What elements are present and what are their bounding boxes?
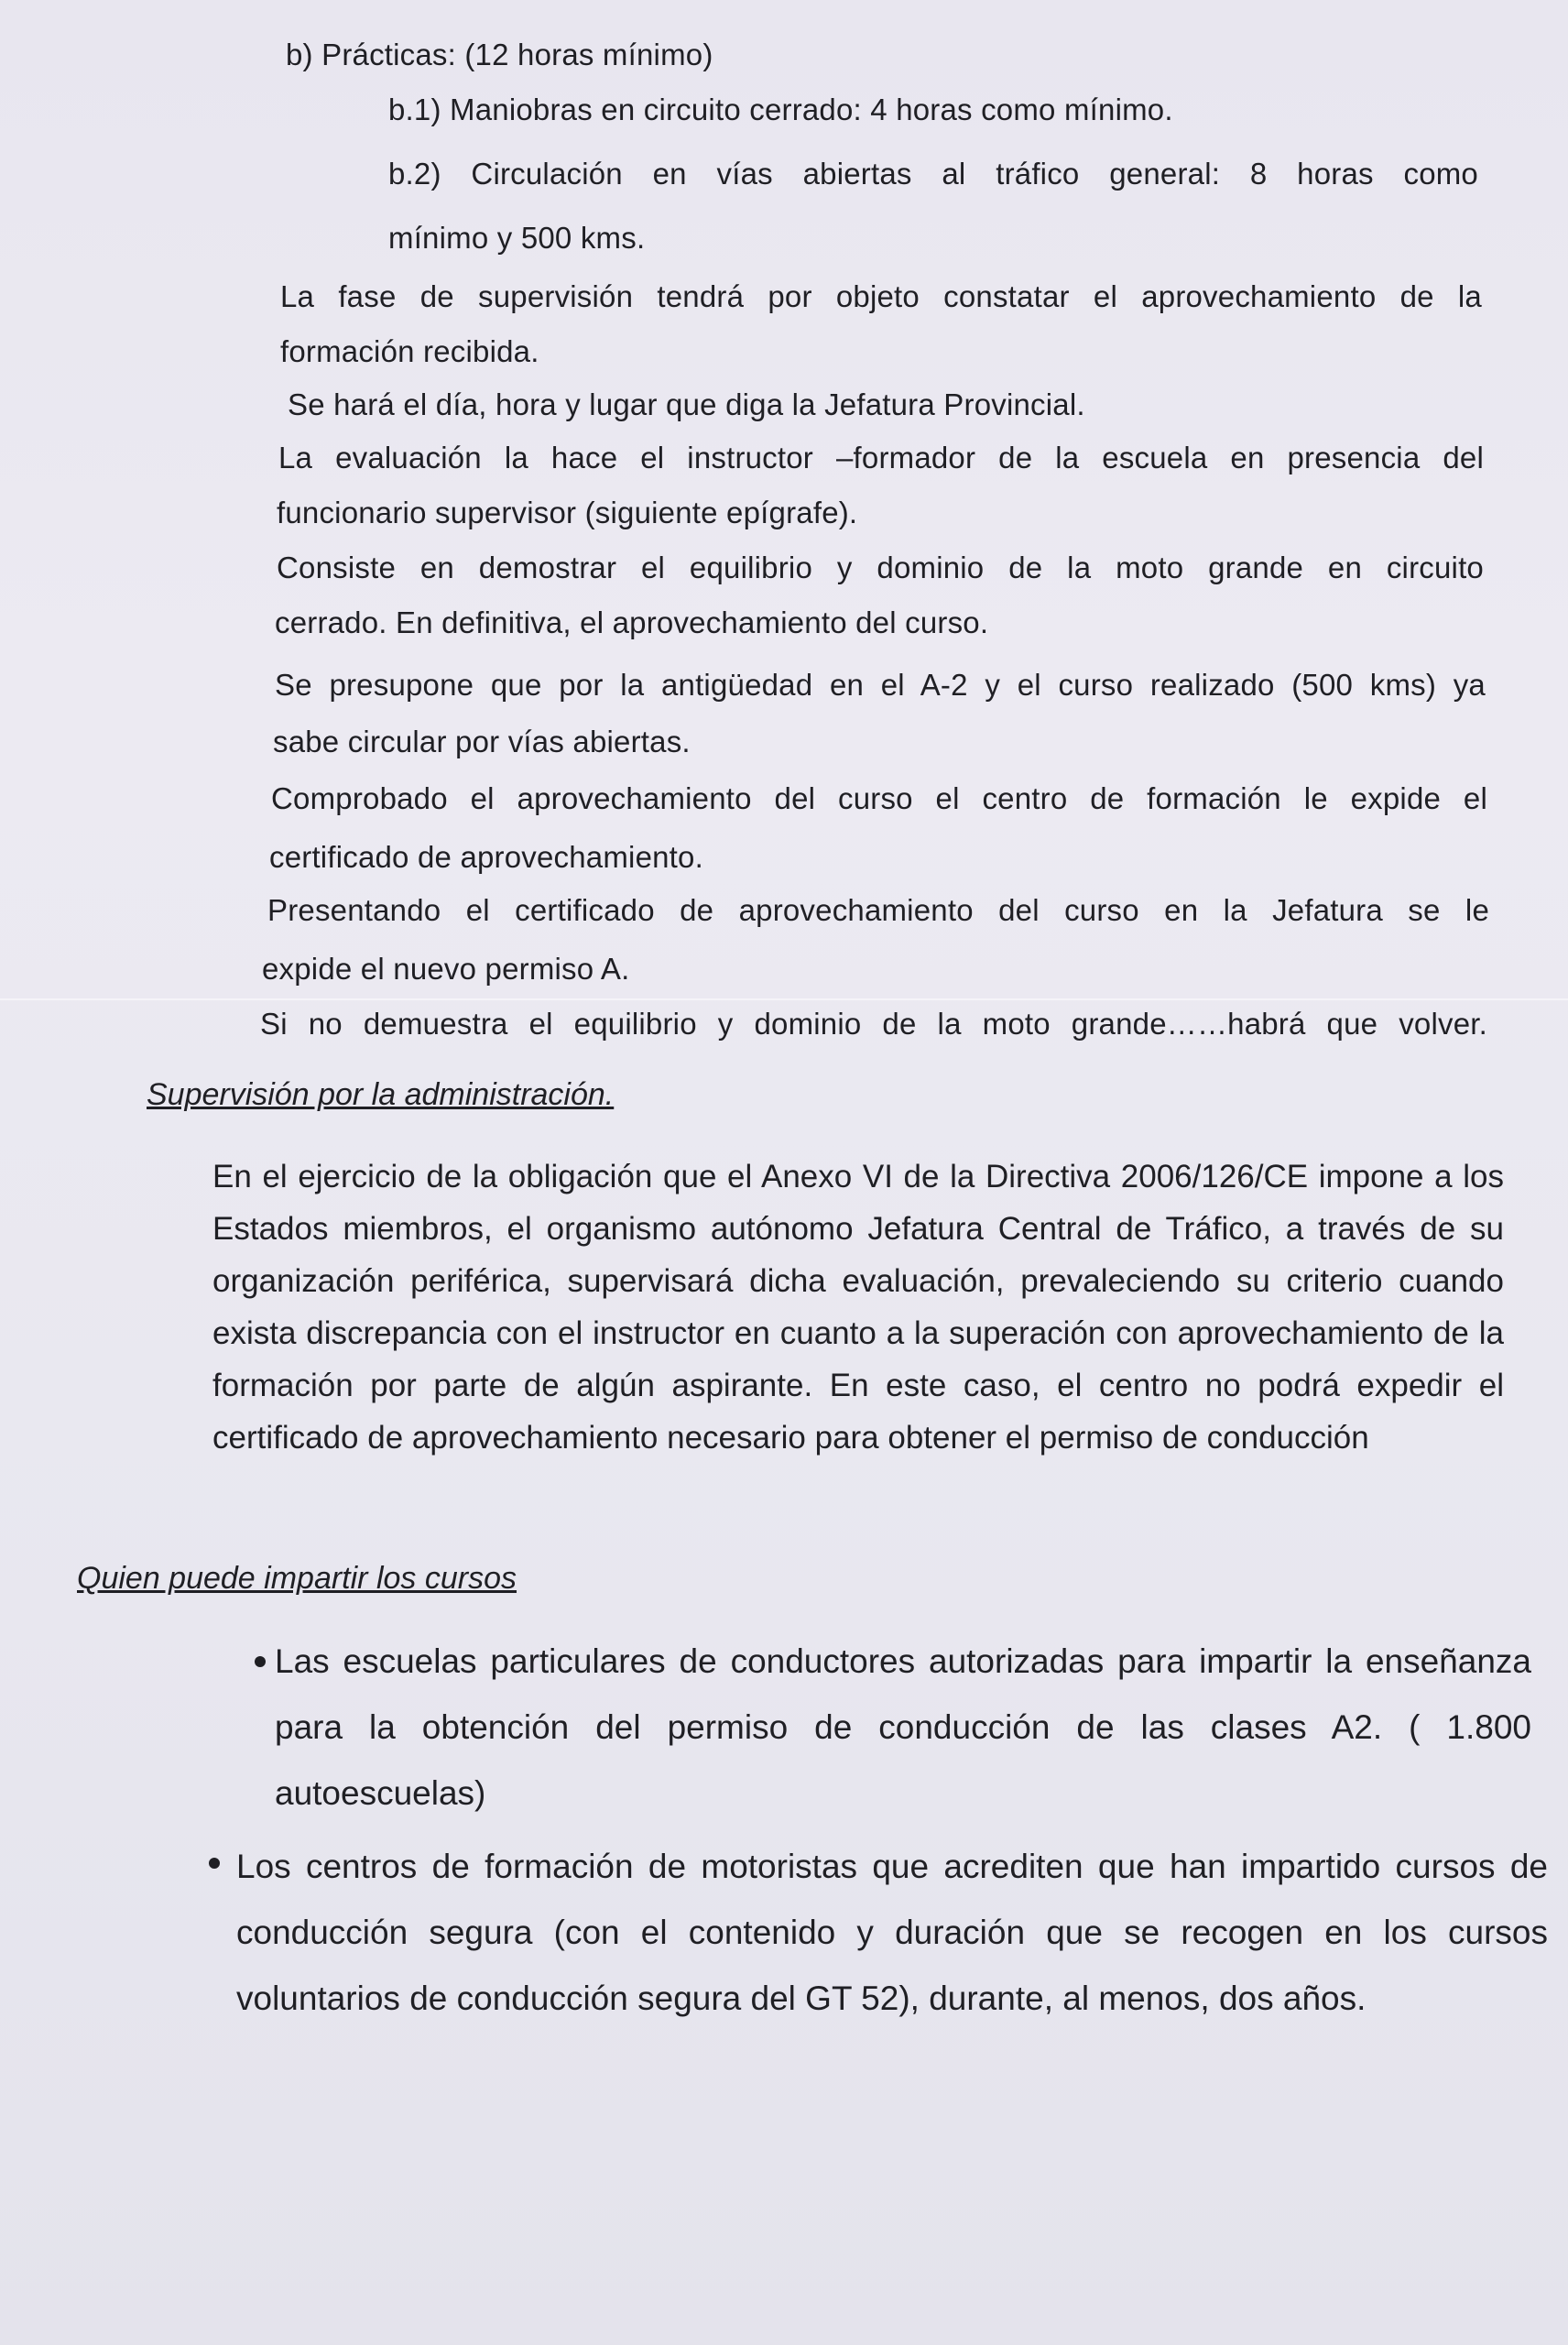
quien-heading: Quien puede impartir los cursos	[77, 1561, 517, 1596]
bullet-dot-icon	[209, 1858, 220, 1869]
presentando-line-1: Presentando el certificado de aprovechamiento del curso en la Jefatura se le	[267, 893, 1489, 927]
supervision-phase-line-2: formación recibida.	[280, 334, 539, 368]
hara-line: Se hará el día, hora y lugar que diga la Jefatura Provincial.	[288, 387, 1085, 421]
consiste-line-2: cerrado. En definitiva, el aprovechamiento del curso.	[275, 605, 989, 639]
paper-fold-line	[0, 998, 1568, 1000]
presupone-line-1: Se presupone que por la antigüedad en el A-2 y el curso realizado (500 kms) ya	[275, 668, 1486, 702]
b1-line: b.1) Maniobras en circuito cerrado: 4 horas como mínimo.	[388, 93, 1173, 126]
bullet-item-centros: Los centros de formación de motoristas que acrediten que han impartido cursos de conducción segura (con el contenido y duración que se recogen en los cursos voluntarios de conducción segura del GT 52), durante, al menos, dos años.	[236, 1848, 1548, 2017]
b2-line-1: b.2) Circulación en vías abiertas al tráfico general: 8 horas como	[388, 157, 1478, 191]
b2-line-2: mínimo y 500 kms.	[388, 221, 646, 255]
presentando-line-2: expide el nuevo permiso A.	[262, 952, 630, 986]
sino-line: Si no demuestra el equilibrio y dominio de la moto grande……habrá que volver.	[260, 1007, 1487, 1041]
bullet-item-escuelas: Las escuelas particulares de conductores autorizadas para impartir la enseñanza para la obtención del permiso de conducción de las clases A2. ( 1.800 autoescuelas)	[275, 1642, 1531, 1812]
presupone-line-2: sabe circular por vías abiertas.	[273, 725, 691, 758]
bullet-dot-icon	[255, 1656, 266, 1667]
evaluacion-line-2: funcionario supervisor (siguiente epígrafe).	[277, 496, 858, 529]
supervision-phase-line-1: La fase de supervisión tendrá por objeto constatar el aprovechamiento de la	[280, 279, 1482, 313]
comprobado-line-2: certificado de aprovechamiento.	[269, 840, 703, 874]
evaluacion-line-1: La evaluación la hace el instructor –formador de la escuela en presencia del	[278, 441, 1484, 474]
practicas-line: b) Prácticas: (12 horas mínimo)	[286, 38, 713, 71]
comprobado-line-1: Comprobado el aprovechamiento del curso el centro de formación le expide el	[271, 781, 1487, 815]
supervision-heading: Supervisión por la administración.	[147, 1077, 615, 1112]
supervision-paragraph: En el ejercicio de la obligación que el Anexo VI de la Directiva 2006/126/CE impone a los Estados miembros, el organismo autónomo Jefatura Central de Tráfico, a través de su organización periférica, supervisará dicha evaluación, prevaleciendo su criterio cuando exista discrepancia con el instructor en cuanto a la superación con aprovechamiento de la formación por parte de algún aspirante. En este caso, el centro no podrá expedir el certificado de aprovechamiento necesario para obtener el permiso de conducción	[212, 1159, 1504, 1456]
consiste-line-1: Consiste en demostrar el equilibrio y dominio de la moto grande en circuito	[277, 551, 1484, 584]
